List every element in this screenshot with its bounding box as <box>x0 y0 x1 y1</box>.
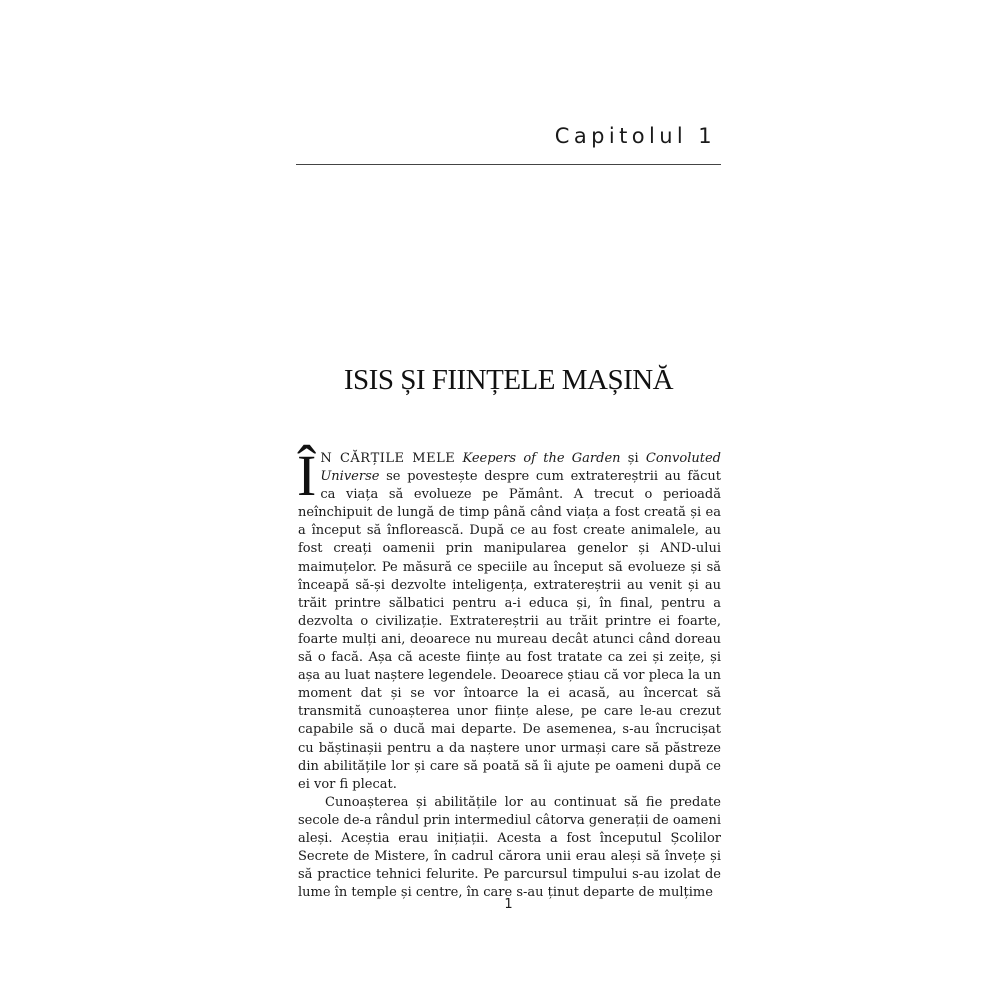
page-number: 1 <box>504 897 513 912</box>
book-title-convoluted: Convoluted Universe <box>320 451 721 485</box>
book-title-keepers: Keepers of the Garden <box>462 451 621 466</box>
conjunction: și <box>627 451 639 466</box>
chapter-label: Capitolul 1 <box>554 124 716 148</box>
chapter-body <box>297 443 721 902</box>
lead-caps: N CĂRȚILE MELE <box>320 451 456 466</box>
chapter-divider <box>296 164 721 165</box>
paragraph-2: Cunoașterea și abilitățile lor au continuat să fie predate secole de-a rândul prin intermediul câtorva generații de oameni aleși. Aceștia erau inițiații. Acesta a fost începutul Școlilor Secrete de Mistere, în cadrul cărora unii erau aleși să învețe și să practice tehnici felurite. Pe parcursul timpului s-au izolat de lume în temple și centre, în care s-au ținut departe de mulțime <box>298 794 721 901</box>
paragraph-1-text: se povestește despre cum extratereștrii au făcut ca viața să evolueze pe Pământ. A trecut o perioadă neînchipuit de lungă de timp până când viața a fost creată și ea a început să înflorească. După ce au fost create animalele, au fost creați oamenii prin manipularea genelor și AND-ului maimuțelor. Pe măsură ce speciile au început să evolueze și să înceapă să-și dezvolte inteligența, extratereștrii au venit și au trăit printre sălbatici pentru a-i educa și, în final, pentru a dezvolta o civilizație. Extratereștrii au trăit printre ei foarte, foarte mulți ani, deoarece nu mureau decât atunci când doreau să o facă. Așa că aceste ființe au fost tratate ca zei și zeițe, și așa au luat naștere legendele. Deoarece știau că vor pleca la un moment dat și se vor întoarce la ei acasă, au încercat să transmită cunoașterea unor ființe alese, pe care le-au crezut capabile să o ducă mai departe. De asemenea, s-au încrucișat cu băștinașii pentru a da naștere unor urmași care să păstreze din abilitățile lor și care să poată să îi ajute pe oameni după ce ei vor fi plecat. <box>298 469 721 792</box>
paragraph-1 <box>297 443 721 794</box>
drop-cap: Î <box>297 443 317 508</box>
chapter-title: ISIS ȘI FIINȚELE MAȘINĂ <box>343 364 674 396</box>
